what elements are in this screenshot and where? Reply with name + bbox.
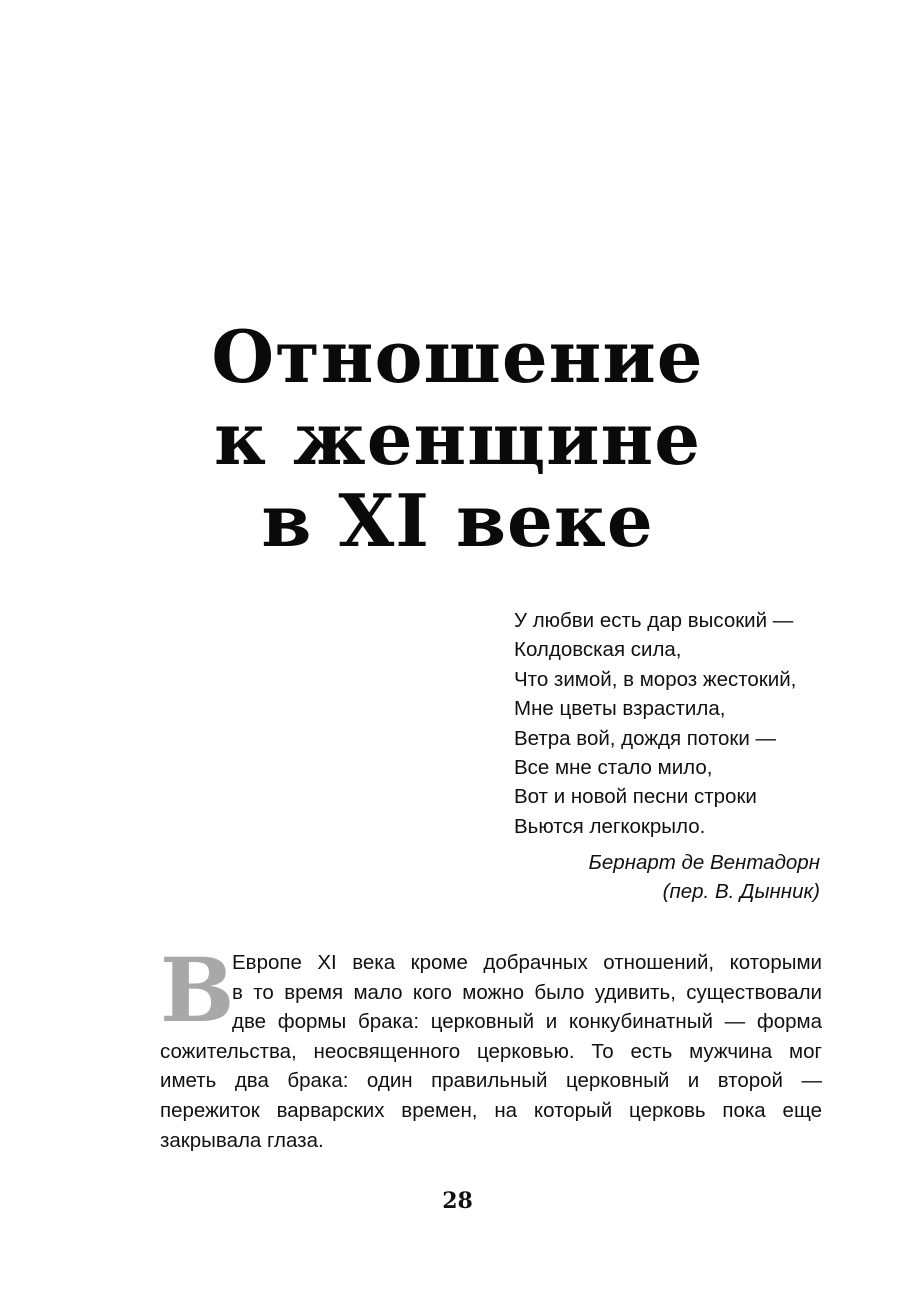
epigraph-author: Бернарт де Вентадорн (588, 851, 820, 874)
poem-verse-4: Мне цветы взрастила, (514, 697, 726, 721)
poem-verse-8: Вьются легкокрыло. (514, 814, 706, 838)
chapter-title (0, 316, 915, 562)
body-paragraph (160, 938, 822, 1155)
drop-cap: В (160, 938, 235, 1042)
body-line-7: закрывала глаза. (160, 1128, 324, 1152)
chapter-title-line-3: в XI веке (261, 478, 654, 563)
chapter-title-line-1: Отношение (211, 314, 704, 399)
epigraph-poem (514, 606, 854, 841)
poem-verse-5: Ветра вой, дождя потоки — (514, 726, 777, 750)
epigraph-attribution (589, 848, 820, 906)
body-line-4: сожительства, неосвященного церковью. То есть мужчина мог (160, 1039, 822, 1063)
body-line-3: две формы брака: церковный и конкубинатный — форма (232, 1010, 822, 1034)
body-line-6: пережиток варварских времен, на который церковь пока еще (160, 1098, 822, 1122)
body-line-2: в то время мало кого можно было удивить, существовали (232, 980, 822, 1004)
body-line-1: Европе XI века кроме добрачных отношений, которыми (232, 951, 822, 974)
chapter-title-line-2: к женщине (213, 396, 702, 481)
body-line-5: иметь два брака: один правильный церковный и второй — (160, 1069, 822, 1093)
epigraph-translator: (пер. В. Дынник) (662, 880, 820, 903)
poem-verse-1: У любви есть дар высокий — (514, 609, 794, 632)
poem-verse-2: Колдовская сила, (514, 638, 682, 662)
poem-verse-6: Все мне стало мило, (514, 756, 713, 780)
page-number: 28 (442, 1188, 473, 1214)
poem-verse-7: Вот и новой песни строки (514, 785, 757, 809)
poem-verse-3: Что зимой, в мороз жестокий, (514, 667, 797, 691)
